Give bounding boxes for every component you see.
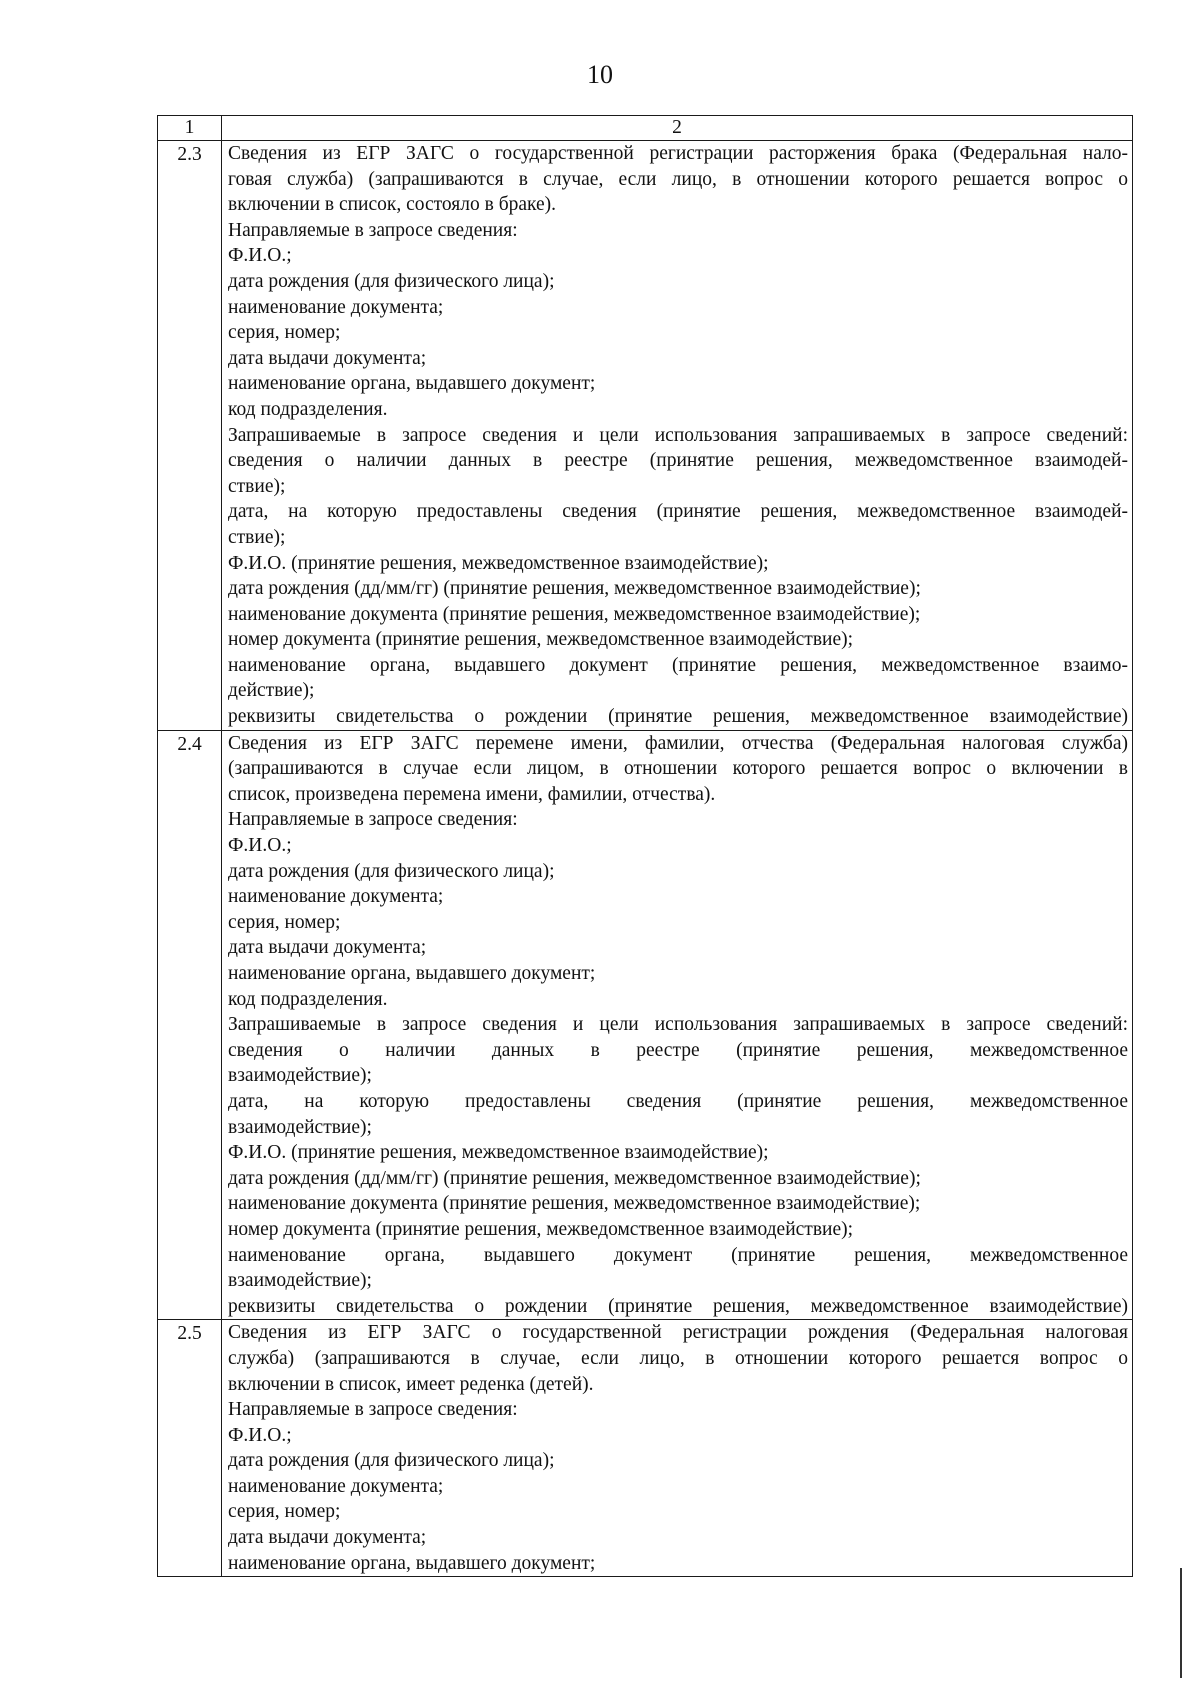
row-description bbox=[222, 141, 1133, 731]
text-line: Запрашиваемые в запросе сведения и цели использования запрашиваемых в запросе сведений: bbox=[228, 1014, 1128, 1036]
text-line: номер документа (принятие решения, межведомственное взаимодействие); bbox=[228, 629, 854, 651]
text-line: ствие); bbox=[228, 475, 286, 497]
table-row-2-3 bbox=[158, 141, 1133, 731]
text-line: дата выдачи документа; bbox=[228, 937, 427, 959]
text-line: включении в список, имеет реденка (детей). bbox=[228, 1373, 594, 1395]
text-line: серия, номер; bbox=[228, 1501, 341, 1523]
page-number: 10 bbox=[587, 60, 613, 89]
text-line: наименование органа, выдавшего документ; bbox=[228, 1552, 596, 1574]
text-line: реквизиты свидетельства о рождении (принятие решения, межведомственное взаимодействие) bbox=[228, 706, 1128, 728]
text-line: номер документа (принятие решения, межведомственное взаимодействие); bbox=[228, 1218, 854, 1240]
text-line: (запрашиваются в случае если лицом, в отношении которого решается вопрос о включении в bbox=[228, 758, 1128, 780]
text-line: наименование органа, выдавшего документ; bbox=[228, 373, 596, 395]
row-number: 2.3 bbox=[158, 141, 222, 731]
text-line: Запрашиваемые в запросе сведения и цели использования запрашиваемых в запросе сведений: bbox=[228, 424, 1128, 446]
table-header-row bbox=[158, 116, 1133, 141]
text-line: серия, номер; bbox=[228, 911, 341, 933]
text-line: действие); bbox=[228, 680, 315, 702]
text-line: дата рождения (для физического лица); bbox=[228, 860, 555, 882]
text-line: взаимодействие); bbox=[228, 1065, 372, 1087]
text-line: наименование органа, выдавшего документ (принятие решения, межведомственное взаимо- bbox=[228, 654, 1128, 676]
text-line: говая служба) (запрашиваются в случае, если лицо, в отношении которого решается вопрос о bbox=[228, 168, 1128, 190]
text-line: список, произведена перемена имени, фамилии, отчества). bbox=[228, 783, 716, 805]
text-line: взаимодействие); bbox=[228, 1116, 372, 1138]
text-line: Ф.И.О.; bbox=[228, 1424, 292, 1446]
text-line: наименование органа, выдавшего документ (принятие решения, межведомственное bbox=[228, 1244, 1128, 1266]
text-line: взаимодействие); bbox=[228, 1270, 372, 1292]
text-line: дата, на которую предоставлены сведения (принятие решения, межведомственное взаимодей- bbox=[228, 501, 1128, 523]
row-number: 2.4 bbox=[158, 730, 222, 1320]
row-description bbox=[222, 1320, 1133, 1577]
row-number: 2.5 bbox=[158, 1320, 222, 1577]
text-line: служба) (запрашиваются в случае, если лицо, в отношении которого решается вопрос о bbox=[228, 1347, 1128, 1369]
text-line: реквизиты свидетельства о рождении (принятие решения, межведомственное взаимодействие) bbox=[228, 1295, 1128, 1317]
row-description bbox=[222, 730, 1133, 1320]
text-line: дата рождения (дд/мм/гг) (принятие решения, межведомственное взаимодействие); bbox=[228, 578, 921, 600]
text-line: Направляемые в запросе сведения: bbox=[228, 809, 518, 831]
text-line: ствие); bbox=[228, 526, 286, 548]
text-line: серия, номер; bbox=[228, 322, 341, 344]
text-line: включении в список, состояло в браке). bbox=[228, 194, 557, 216]
text-line: наименование органа, выдавшего документ; bbox=[228, 963, 596, 984]
text-line: наименование документа; bbox=[228, 1475, 444, 1497]
text-line: наименование документа; bbox=[228, 296, 444, 318]
text-line: дата рождения (для физического лица); bbox=[228, 1450, 555, 1472]
table-row-2-4 bbox=[158, 730, 1133, 1320]
column-header-1: 1 bbox=[158, 116, 222, 141]
text-line: Ф.И.О.; bbox=[228, 835, 292, 857]
text-line: дата рождения (дд/мм/гг) (принятие решения, межведомственное взаимодействие); bbox=[228, 1167, 921, 1189]
text-line: наименование документа (принятие решения, межведомственное взаимодействие); bbox=[228, 603, 921, 625]
table-row-2-5 bbox=[158, 1320, 1133, 1577]
text-line: Ф.И.О. (принятие решения, межведомственное взаимодействие); bbox=[228, 1142, 769, 1164]
text-line: дата выдачи документа; bbox=[228, 1527, 427, 1549]
column-header-2: 2 bbox=[222, 116, 1133, 141]
text-line: наименование документа (принятие решения, межведомственное взаимодействие); bbox=[228, 1193, 921, 1215]
text-line: Ф.И.О.; bbox=[228, 245, 292, 267]
text-line: наименование документа; bbox=[228, 886, 444, 908]
scan-margin-mark bbox=[1180, 1568, 1182, 1678]
text-line: Сведения из ЕГР ЗАГС о государственной регистрации рождения (Федеральная налоговая bbox=[228, 1322, 1128, 1344]
text-line: Ф.И.О. (принятие решения, межведомственное взаимодействие); bbox=[228, 552, 769, 574]
text-line: дата, на которую предоставлены сведения (принятие решения, межведомственное bbox=[228, 1090, 1128, 1112]
text-line: код подразделения. bbox=[228, 398, 388, 420]
text-line: Сведения из ЕГР ЗАГС перемене имени, фамилии, отчества (Федеральная налоговая служба) bbox=[228, 732, 1128, 754]
text-line: сведения о наличии данных в реестре (принятие решения, межведомственное bbox=[228, 1039, 1128, 1061]
requirements-table bbox=[157, 115, 1133, 1577]
text-line: Направляемые в запросе сведения: bbox=[228, 219, 518, 241]
text-line: Направляемые в запросе сведения: bbox=[228, 1399, 518, 1421]
text-line: Сведения из ЕГР ЗАГС о государственной регистрации расторжения брака (Федеральная нало- bbox=[228, 143, 1128, 164]
text-line: сведения о наличии данных в реестре (принятие решения, межведомственное взаимодей- bbox=[228, 450, 1128, 472]
text-line: дата выдачи документа; bbox=[228, 347, 427, 369]
text-line: код подразделения. bbox=[228, 988, 388, 1010]
text-line: дата рождения (для физического лица); bbox=[228, 270, 555, 292]
